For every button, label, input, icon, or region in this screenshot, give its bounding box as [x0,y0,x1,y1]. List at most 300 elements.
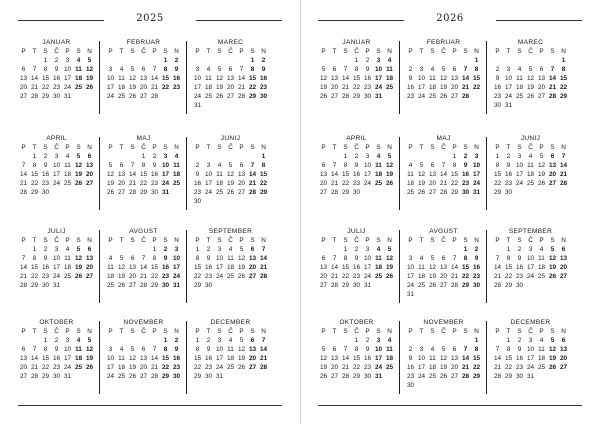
empty-cell [329,152,340,161]
day-grid [192,56,269,110]
weekday-label: S [250,48,255,55]
weekday-header [105,327,182,336]
day-cell: 10 [204,171,213,178]
weekend-day-cell: 10 [472,162,481,169]
day-cell: 31 [363,282,372,289]
bottom-rule [318,405,582,406]
day-cell: 27 [117,189,126,196]
weekday-label: P [452,48,457,55]
month-divider [99,230,100,303]
weekend-day-cell: 25 [374,180,383,187]
day-cell: 22 [193,364,202,371]
day-cell: 30 [52,93,61,100]
weekday-label: P [321,237,326,244]
day-cell: 18 [215,180,224,187]
day-cell: 2 [517,246,522,253]
weekday-label: Č [354,328,359,335]
weekend-day-cell: 5 [87,337,92,344]
empty-cell [247,152,258,161]
weekday-label: S [250,237,255,244]
weekend-day-cell: 13 [248,346,257,353]
day-cell: 21 [330,273,339,280]
day-cell: 6 [452,346,457,353]
day-cell: 10 [215,346,224,353]
empty-cell [127,152,138,161]
day-cell: 20 [319,273,328,280]
day-cell: 2 [54,57,59,64]
weekday-label: Č [54,48,59,55]
day-cell: 20 [19,364,28,371]
weekday-label: P [108,328,113,335]
month-divider [99,137,100,210]
weekend-day-cell: 7 [261,337,266,344]
weekend-day-cell: 28 [461,373,470,380]
day-cell: 25 [106,282,115,289]
weekend-day-cell: 25 [74,364,83,371]
day-cell: 19 [439,364,448,371]
weekday-label: Č [528,48,533,55]
weekday-label: S [130,328,135,335]
day-cell: 20 [319,180,328,187]
day-cell: 16 [352,171,361,178]
day-cell: 17 [363,264,372,271]
empty-cell [427,56,438,65]
empty-cell [192,152,203,161]
weekend-day-cell: 21 [548,84,557,91]
empty-cell [318,245,329,254]
weekend-day-cell: 7 [261,246,266,253]
month-block [492,134,569,212]
day-cell: 29 [30,189,39,196]
day-cell: 23 [363,364,372,371]
weekend-day-cell: 26 [85,84,94,91]
weekday-label: T [32,48,37,55]
day-cell: 1 [343,153,348,160]
empty-cell [127,336,138,345]
month-name: NOVEMBER [423,319,464,326]
day-cell: 15 [150,264,159,271]
empty-cell [29,336,40,345]
empty-cell [318,56,329,65]
month-block [105,227,182,305]
day-cell: 3 [54,153,59,160]
month-row [18,38,282,118]
day-cell: 14 [341,75,350,82]
month-block [192,134,269,212]
day-cell: 19 [526,84,535,91]
day-cell: 30 [193,198,202,205]
weekday-label: N [87,144,92,151]
weekend-day-cell: 27 [85,180,94,187]
weekend-day-cell: 24 [472,180,481,187]
weekend-day-cell: 6 [550,153,555,160]
weekend-day-cell: 19 [548,355,557,362]
empty-cell [547,56,558,65]
weekday-label: P [65,144,70,151]
weekday-header [18,236,95,245]
day-cell: 8 [43,346,48,353]
day-cell: 3 [206,162,211,169]
day-cell: 27 [237,189,246,196]
day-cell: 28 [330,282,339,289]
weekend-day-cell: 27 [559,273,568,280]
day-cell: 3 [517,153,522,160]
day-cell: 2 [365,337,370,344]
day-grid [318,336,395,381]
day-cell: 2 [43,246,48,253]
day-cell: 5 [108,162,113,169]
day-cell: 30 [406,382,415,389]
day-cell: 25 [63,180,72,187]
day-cell: 25 [117,93,126,100]
day-cell: 2 [517,337,522,344]
day-cell: 4 [65,153,70,160]
month-block [18,227,95,305]
month-name: SEPTEMBER [208,228,253,235]
day-cell: 23 [352,273,361,280]
day-cell: 24 [204,189,213,196]
empty-cell [203,152,214,161]
weekday-label: T [506,48,511,55]
day-cell: 2 [43,153,48,160]
day-cell: 6 [332,346,337,353]
day-cell: 19 [537,171,546,178]
day-cell: 27 [428,189,437,196]
weekday-label: T [332,328,337,335]
day-cell: 26 [537,180,546,187]
weekday-label: T [119,144,124,151]
day-cell: 12 [237,255,246,262]
day-cell: 27 [19,373,28,380]
day-grid [405,336,482,390]
weekend-day-cell: 12 [85,66,94,73]
weekend-day-cell: 9 [174,66,179,73]
weekday-label: P [195,328,200,335]
day-cell: 15 [30,171,39,178]
weekday-label: S [430,328,435,335]
day-cell: 3 [65,337,70,344]
weekday-label: P [65,328,70,335]
day-cell: 13 [128,264,137,271]
day-cell: 19 [237,264,246,271]
day-cell: 22 [341,273,350,280]
weekend-day-cell: 20 [85,264,94,271]
weekend-day-cell: 31 [374,373,383,380]
weekday-label: N [174,328,179,335]
day-cell: 8 [495,162,500,169]
day-cell: 12 [439,355,448,362]
day-cell: 28 [237,93,246,100]
weekday-label: S [217,144,222,151]
weekend-day-cell: 9 [163,255,168,262]
weekend-day-cell: 19 [385,264,394,271]
weekday-label: Č [228,144,233,151]
day-cell: 29 [41,93,50,100]
day-cell: 5 [321,66,326,73]
weekend-day-cell: 22 [461,273,470,280]
month-name: MAREC [517,39,544,46]
day-cell: 28 [139,282,148,289]
day-cell: 17 [106,364,115,371]
day-cell: 14 [341,355,350,362]
day-cell: 15 [193,264,202,271]
month-block [318,38,395,116]
day-cell: 21 [439,180,448,187]
day-cell: 28 [341,373,350,380]
day-cell: 11 [107,264,114,271]
day-cell: 22 [30,273,39,280]
weekday-label: T [332,144,337,151]
day-cell: 13 [428,171,437,178]
weekend-day-cell: 28 [559,180,568,187]
day-cell: 28 [493,373,502,380]
empty-cell [416,152,427,161]
day-cell: 15 [341,264,350,271]
weekday-label: P [365,328,370,335]
day-cell: 5 [239,246,244,253]
day-cell: 2 [365,57,370,64]
weekday-label: S [517,237,522,244]
weekday-header [318,327,395,336]
weekday-label: P [195,144,200,151]
day-cell: 27 [319,282,328,289]
day-cell: 11 [538,255,545,262]
empty-cell [214,152,225,161]
day-cell: 15 [30,264,39,271]
day-cell: 23 [41,273,50,280]
weekday-label: N [387,144,392,151]
empty-cell [138,56,149,65]
day-cell: 30 [204,282,213,289]
weekend-day-cell: 18 [74,75,83,82]
day-cell: 1 [506,337,511,344]
weekend-day-cell: 11 [386,346,393,353]
day-cell: 11 [407,171,414,178]
weekday-label: P [539,144,544,151]
weekday-label: P [408,144,413,151]
weekend-day-cell: 1 [250,57,255,64]
day-cell: 10 [363,255,372,262]
day-cell: 8 [506,346,511,353]
month-name: OKTOBER [39,319,74,326]
weekend-day-cell: 8 [163,346,168,353]
day-cell: 18 [226,355,235,362]
weekend-day-cell: 10 [172,255,181,262]
day-cell: 6 [141,66,146,73]
weekend-day-cell: 24 [161,180,170,187]
day-cell: 30 [204,373,213,380]
month-block [105,318,182,396]
weekday-label: P [321,144,326,151]
empty-cell [416,56,427,65]
weekend-day-cell: 23 [172,84,181,91]
day-cell: 24 [406,282,415,289]
day-cell: 29 [504,373,513,380]
day-cell: 17 [504,84,513,91]
day-cell: 3 [217,246,222,253]
day-cell: 1 [141,153,146,160]
empty-cell [460,336,471,345]
weekend-day-cell: 20 [248,355,257,362]
day-cell: 15 [193,355,202,362]
weekend-day-cell: 17 [161,171,170,178]
day-cell: 5 [528,66,533,73]
day-cell: 29 [450,189,459,196]
day-cell: 7 [452,255,457,262]
day-cell: 9 [354,162,359,169]
day-cell: 31 [63,373,72,380]
day-cell: 7 [32,66,37,73]
weekday-label: Č [54,144,59,151]
day-cell: 8 [195,346,200,353]
day-cell: 25 [428,93,437,100]
weekday-label: S [463,144,468,151]
weekend-day-cell: 1 [561,57,566,64]
month-name: FEBRUAR [426,39,461,46]
day-cell: 15 [504,355,513,362]
day-cell: 15 [41,75,50,82]
weekday-label: T [119,48,124,55]
month-block [105,38,182,116]
weekend-day-cell: 30 [161,282,170,289]
day-cell: 26 [319,373,328,380]
day-cell: 7 [441,162,446,169]
empty-cell [492,245,503,254]
day-cell: 4 [228,246,233,253]
day-cell: 9 [408,75,413,82]
month-block [318,318,395,396]
weekday-label: P [539,48,544,55]
weekend-day-cell: 18 [74,355,83,362]
weekday-label: Č [528,237,533,244]
day-cell: 21 [30,364,39,371]
day-cell: 18 [537,264,546,271]
weekend-day-cell: 8 [250,66,255,73]
day-cell: 2 [354,153,359,160]
weekday-label: P [365,144,370,151]
day-cell: 11 [429,355,436,362]
weekday-label: P [408,237,413,244]
day-cell: 13 [139,355,148,362]
weekday-header [405,236,482,245]
empty-cell [149,336,160,345]
day-cell: 18 [63,264,72,271]
weekend-day-cell: 22 [259,180,268,187]
day-cell: 23 [204,364,213,371]
day-cell: 20 [330,84,339,91]
weekday-label: P [65,48,70,55]
weekend-day-cell: 2 [474,246,479,253]
day-cell: 1 [495,153,500,160]
day-cell: 21 [139,273,148,280]
day-cell: 14 [439,171,448,178]
day-cell: 18 [406,180,415,187]
weekend-day-cell: 13 [85,255,94,262]
day-cell: 11 [216,171,223,178]
empty-cell [127,56,138,65]
month-row [318,38,582,118]
empty-cell [127,245,138,254]
day-cell: 9 [195,171,200,178]
day-cell: 13 [319,264,328,271]
day-cell: 13 [237,171,246,178]
weekend-day-cell: 5 [76,246,81,253]
day-cell: 20 [117,180,126,187]
weekend-day-cell: 2 [174,337,179,344]
day-cell: 4 [539,246,544,253]
weekday-label: T [332,48,337,55]
empty-cell [214,56,225,65]
day-cell: 17 [215,355,224,362]
day-cell: 22 [41,84,50,91]
weekend-day-cell: 27 [548,180,557,187]
weekday-label: T [419,144,424,151]
weekend-day-cell: 11 [75,346,82,353]
weekend-day-cell: 17 [172,264,181,271]
empty-cell [18,336,29,345]
month-row [18,318,282,398]
weekend-day-cell: 27 [248,273,257,280]
day-cell: 4 [517,66,522,73]
day-cell: 23 [515,364,524,371]
weekend-day-cell: 15 [461,264,470,271]
day-cell: 17 [417,364,426,371]
day-cell: 29 [193,373,202,380]
day-cell: 12 [128,355,137,362]
weekday-label: T [206,48,211,55]
month-row [18,134,282,214]
weekday-label: T [206,328,211,335]
weekday-label: S [343,144,348,151]
day-cell: 26 [128,373,137,380]
day-cell: 24 [63,84,72,91]
day-cell: 21 [128,180,137,187]
empty-cell [329,56,340,65]
weekend-day-cell: 19 [385,171,394,178]
weekend-day-cell: 15 [259,171,268,178]
weekday-label: P [152,237,157,244]
empty-cell [116,152,127,161]
day-cell: 28 [19,282,28,289]
day-cell: 14 [30,75,39,82]
weekend-day-cell: 2 [163,246,168,253]
weekend-day-cell: 4 [376,246,381,253]
empty-cell [405,152,416,161]
weekday-label: S [517,328,522,335]
month-divider [99,321,100,394]
day-cell: 8 [32,255,37,262]
day-cell: 29 [352,93,361,100]
month-block [318,134,395,212]
day-cell: 20 [128,273,137,280]
day-cell: 26 [319,93,328,100]
day-cell: 29 [150,282,159,289]
weekend-day-cell: 21 [259,355,268,362]
day-cell: 18 [204,84,213,91]
day-cell: 27 [19,93,28,100]
day-cell: 31 [504,102,513,109]
weekend-day-cell: 28 [259,273,268,280]
day-cell: 6 [430,162,435,169]
day-cell: 4 [528,153,533,160]
day-cell: 11 [418,264,425,271]
day-cell: 18 [526,171,535,178]
day-cell: 21 [237,84,246,91]
weekday-label: S [130,48,135,55]
day-grid [18,245,95,290]
weekday-label: P [152,48,157,55]
day-cell: 3 [195,66,200,73]
